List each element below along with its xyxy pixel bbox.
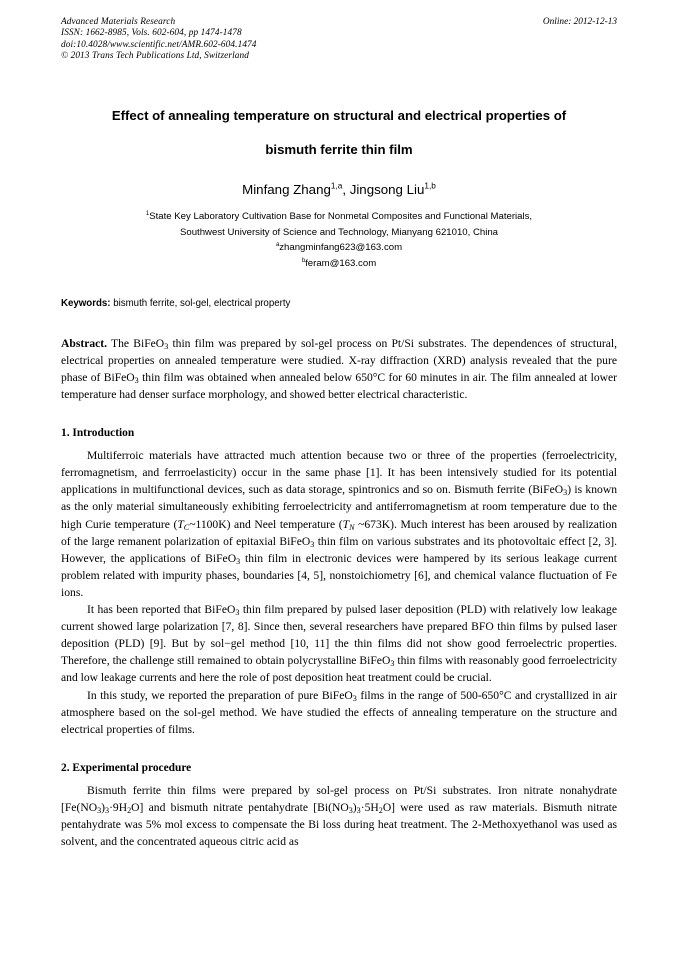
author-affiliation-marker-2: 1,b: [424, 181, 436, 191]
exp-p1-text-5: ): [352, 800, 357, 814]
exp-p1-text-7: O] were used as raw materials. Bismuth nitrate pentahydrate was 5% mol excess to compensate the Bi loss during heat treatment. The 2-Methoxyethanol was used as solvent, and the concentrated aqueous citric acid as: [61, 800, 618, 849]
exp-p1-sub-6: 2: [378, 805, 383, 815]
exp-p1-sub-3: 2: [127, 805, 132, 815]
affiliation-line-1: [61, 209, 617, 225]
section-heading-experimental: 2. Experimental procedure: [61, 761, 192, 774]
curie-temp-symbol: T: [177, 517, 184, 531]
author-email-2: [61, 256, 617, 272]
journal-issn-line: ISSN: 1662-8985, Vols. 602-604, pp 1474-1478: [61, 28, 242, 39]
intro-p1-text-5: thin film on various substrates and its photovoltaic effect [2, 3]. However, the applications of BiFeO: [61, 534, 617, 565]
intro-p3-text-1: In this study, we reported the preparation of pure BiFeO: [87, 688, 353, 702]
journal-header-left: [61, 17, 617, 62]
neel-temp-symbol: T: [342, 517, 350, 531]
exp-p1-text-6: ·5H: [360, 800, 379, 814]
abstract-text-3: thin film was obtained when annealed below 650°C for 60 minutes in air. The film annealed at lower temperature had denser surface morphology, and showed better electrical characteristic.: [61, 371, 617, 402]
intro-p1-sub-3: 3: [236, 556, 241, 566]
author-name-1: Minfang Zhang: [242, 182, 331, 197]
abstract-text-2: thin film was prepared by sol-gel process on Pt/Si substrates. The dependences of structural, electrical properties on annealed temperature were studied. X-ray diffraction (XRD) analysis revealed that the pure phase of BiFeO: [61, 336, 617, 384]
journal-doi-line: doi:10.4028/www.scientific.net/AMR.602-604.1474: [61, 39, 257, 50]
email-text-2: feram@163.com: [305, 258, 377, 270]
intro-p1-text-2: ) is known as the only material simultaneously exhibiting ferroelectricity and antiferromagnetism at room temperature due to the high Curie temperature (: [61, 483, 617, 531]
affiliation-block: [61, 209, 617, 272]
author-affiliation-marker-1: 1,a: [330, 181, 343, 191]
author-email-1: [61, 240, 617, 256]
intro-p3-sub-1: 3: [352, 693, 357, 703]
email-marker-b: b: [301, 257, 306, 264]
intro-p2-sub-2: 3: [390, 659, 395, 669]
author-name-2: Jingsong Liu: [349, 182, 425, 197]
intro-p1-sub-1: 3: [563, 488, 568, 498]
journal-name: Advanced Materials Research: [61, 17, 176, 27]
affiliation-line-2: Southwest University of Science and Technology, Mianyang 621010, China: [179, 226, 499, 238]
title-line-2: bismuth ferrite thin film: [265, 142, 413, 157]
exp-p1-sub-5: 3: [356, 805, 361, 815]
introduction-paragraph-2: [61, 601, 617, 686]
author-separator: ,: [342, 182, 350, 197]
curie-temp-subscript: C: [183, 522, 190, 532]
abstract-paragraph: [61, 335, 617, 403]
abstract-label: Abstract.: [61, 336, 108, 350]
exp-p1-sub-1: 3: [97, 805, 102, 815]
online-date: Online: 2012-12-13: [542, 17, 617, 27]
intro-p2-sub-1: 3: [235, 608, 240, 618]
abstract-text-1: The BiFeO: [107, 336, 165, 350]
journal-header: [61, 0, 617, 75]
affiliation-text-1: State Key Laboratory Cultivation Base for Nonmetal Composites and Functional Materials,: [149, 211, 533, 222]
intro-p2-text-2: thin film prepared by pulsed laser deposition (PLD) with relatively low leakage current showed large polarization [7, 8]. Since then, several researchers have prepared BFO thin films by pulsed laser deposition (PLD) [9]. But by sol−gel method [10, 11] the thin films did not show good ferroelectric properties. Therefore, the challenge still remained to obtain polycrystalline BiFeO: [61, 603, 617, 668]
introduction-paragraph-3: [61, 687, 617, 738]
keywords-label: Keywords:: [61, 297, 111, 309]
section-heading-introduction: 1. Introduction: [61, 427, 135, 440]
intro-p2-text-3: thin films with reasonably good ferroelectricity and low leakage currents and here the role of post deposition heat treatment could be crucial.: [61, 654, 617, 685]
author-list: [61, 181, 617, 198]
affiliation-marker: 1: [145, 210, 150, 217]
intro-p1-sub-2: 3: [310, 539, 315, 549]
experimental-paragraph-1: [61, 782, 617, 850]
exp-p1-sub-4: 3: [348, 805, 353, 815]
intro-p1-text-3: ~1100K) and Neel temperature (: [189, 517, 343, 531]
intro-p2-text-1: It has been reported that BiFeO: [87, 603, 236, 617]
intro-p1-text-6: thin film in electronic devices were hampered by its serious leakage current problem related with impurity phases, boundaries [4, 5], nonstoichiometry [6], and chemical valance fluctuation of Fe ions.: [61, 551, 617, 599]
keywords-line: [61, 297, 617, 311]
email-marker-a: a: [275, 242, 280, 249]
page-title: [61, 99, 617, 167]
email-text-1: zhangminfang623@163.com: [279, 242, 403, 254]
intro-p1-text-4: ~673K). Much interest has been aroused by realization of the large remanent polarization of epitaxial BiFeO: [61, 517, 617, 548]
exp-p1-text-2: ): [101, 800, 105, 814]
exp-p1-text-4: O] and bismuth nitrate pentahydrate [Bi(NO: [131, 800, 349, 814]
journal-copyright-line: © 2013 Trans Tech Publications Ltd, Switzerland: [61, 50, 250, 61]
intro-p1-text-1: Multiferroic materials have attracted much attention because two or three of the properties (ferroelectricity, ferromagnetism, and ferrroelasticity) occur in the same phase [1]. It has been intensively studied for its potential applications in multifunctional devices, such as data storage, spintronics and so on. Bismuth ferrite (BiFeO: [61, 449, 617, 497]
title-line-1: Effect of annealing temperature on structural and electrical properties of: [111, 108, 567, 123]
exp-p1-text-1: Bismuth ferrite thin films were prepared by sol-gel process on Pt/Si substrates. Iron nitrate nonahydrate [Fe(NO: [61, 783, 617, 814]
exp-p1-sub-2: 3: [105, 805, 110, 815]
neel-temp-subscript: N: [349, 522, 355, 532]
keywords-value: bismuth ferrite, sol-gel, electrical property: [110, 297, 291, 309]
abstract-sub-2: 3: [134, 376, 139, 386]
exp-p1-text-3: ·9H: [109, 800, 128, 814]
intro-p3-text-2: films in the range of 500-650°C and crystallized in air atmosphere based on the sol-gel method. We have studied the effects of annealing temperature on the structure and electrical properties of films.: [61, 688, 617, 736]
introduction-paragraph-1: [61, 447, 617, 601]
abstract-sub-1: 3: [164, 341, 169, 351]
